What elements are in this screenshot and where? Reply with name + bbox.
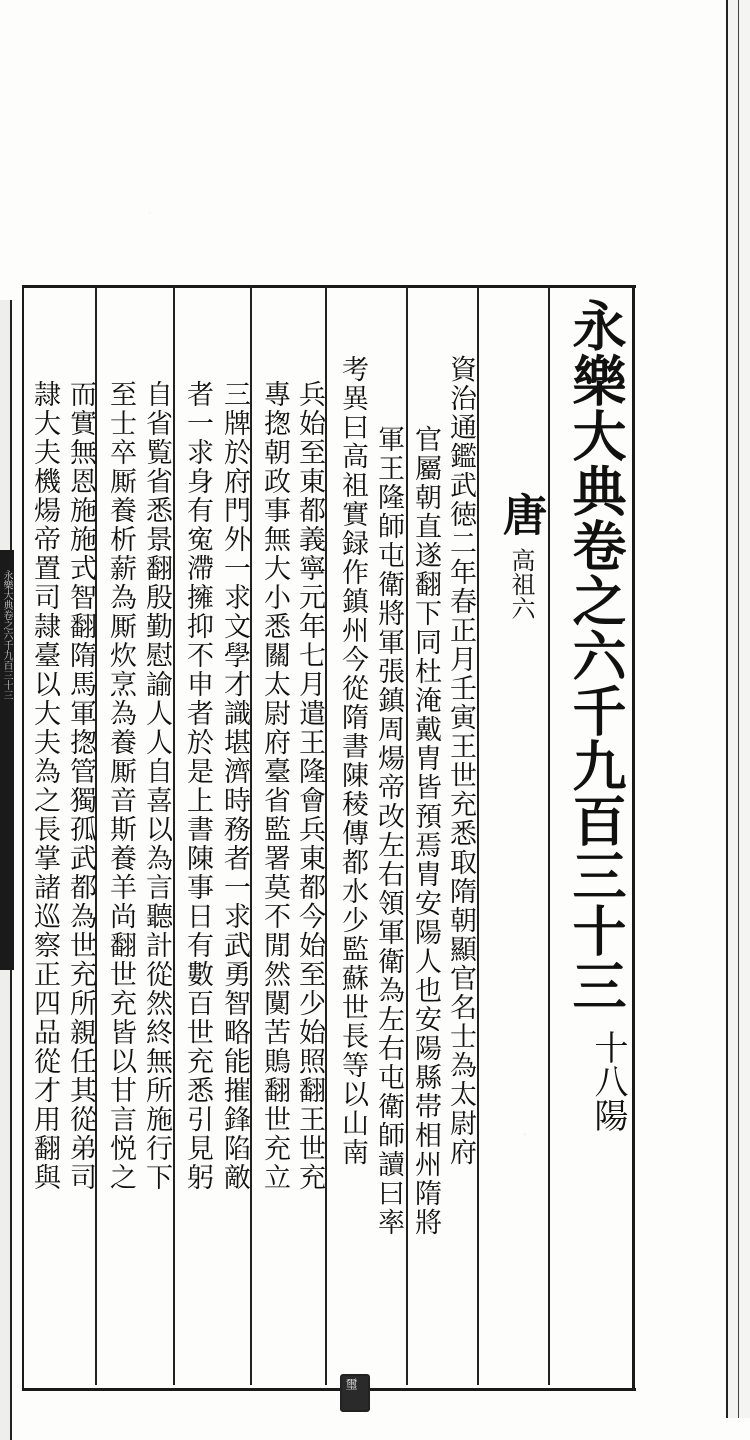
column-rule bbox=[477, 287, 479, 1385]
text-column-4: 考異曰高祖實録作鎮州今從隋書陳稜傳都水少監蘇世長等以山南 bbox=[337, 355, 368, 1167]
text-column-2: 官屬朝直遂翻下同杜淹戴胄皆預焉胄安陽人也安陽縣帯相州隋將 bbox=[410, 425, 441, 1237]
column-rule bbox=[173, 287, 175, 1385]
column-rule bbox=[548, 287, 550, 1385]
column-rule bbox=[250, 287, 252, 1385]
text-column-5: 兵始至東都義寧元年七月遣王隆會兵東都今始至少始照翻王世充 bbox=[294, 380, 325, 1192]
center-column bbox=[564, 0, 723, 1418]
column-rule bbox=[406, 287, 408, 1385]
dynasty-heading: 唐 bbox=[495, 492, 546, 536]
leaf-label: 十八陽 bbox=[588, 1030, 628, 1132]
text-column-10: 至士卒厮養析薪為厮炊烹為養厮音斯養羊尚翻世充皆以甘言悦之 bbox=[105, 380, 136, 1192]
text-column-12: 隷大夫機煬帝置司隷臺以大夫為之長掌諸巡察正四品從才用翻與 bbox=[29, 380, 60, 1192]
text-column-3: 軍王隆師屯衛將軍張鎮周煬帝改左右領軍衛為左右屯衛師讀曰率 bbox=[373, 425, 404, 1237]
text-column-8: 者一求身有寃滯擁抑不申者於是上書陳事日有數百世充悉引見躬 bbox=[182, 380, 213, 1192]
text-column-11: 而實無恩施施式智翻隋馬軍揔管獨孤武都為世充所親任其從弟司 bbox=[65, 380, 96, 1192]
text-column-6: 專揔朝政事無大小悉關太尉府臺省監署莫不閒然闃苦鵙翻世充立 bbox=[259, 380, 290, 1192]
page-right-line bbox=[738, 0, 739, 1418]
text-column-7: 三牌於府門外一求文學才識堪濟時務者一求武勇智略能摧鋒陷敵 bbox=[219, 380, 250, 1192]
column-rule bbox=[325, 287, 327, 1385]
emperor-subheading: 高祖六 bbox=[507, 548, 535, 620]
library-seal-text: 璽 bbox=[344, 1378, 358, 1390]
volume-title: 永樂大典卷之六千九百三十三 bbox=[564, 298, 628, 1013]
text-column-1: 資治通鑑武徳二年春正月壬寅王世充悉取隋朝顯官名士為太尉府 bbox=[445, 355, 476, 1167]
adjacent-leaf-label-text: 永樂大典卷之六千九百三十三 bbox=[1, 570, 12, 700]
text-column-9: 自省覧省悉景翻殷勤慰諭人人自喜以為言聽計從然終無所施行下 bbox=[141, 380, 172, 1192]
